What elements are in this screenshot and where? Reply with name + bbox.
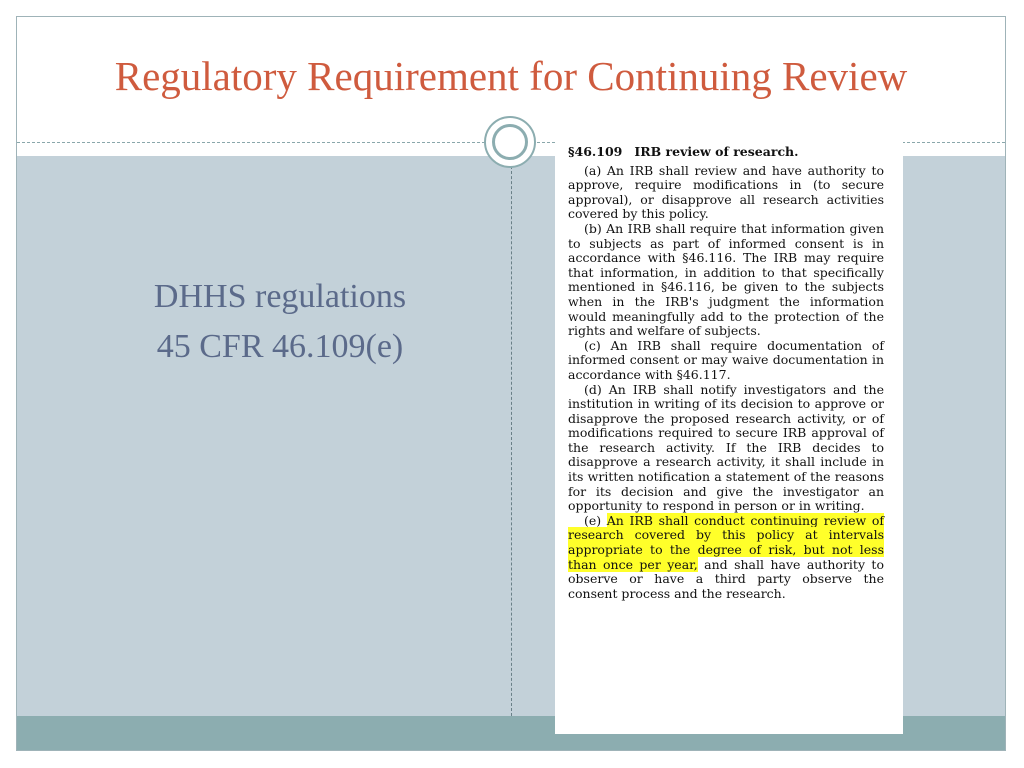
highlighted-requirement: An IRB shall conduct continuing review of research covered by this policy at intervals appropriate to the degree of risk, but not less than once per year, xyxy=(568,512,884,572)
paragraph-e-label: (e) xyxy=(584,512,602,528)
left-text-block xyxy=(60,272,500,372)
section-number: §46.109 xyxy=(568,144,623,159)
slide-title: Regulatory Requirement for Continuing Review xyxy=(114,53,908,99)
paragraph-a: (a) An IRB shall review and have authority to approve, require modifications in (to secure approval), or disapprove all research activities covered by this policy. xyxy=(568,162,884,222)
paragraph-b: (b) An IRB shall require that information given to subjects as part of informed consent is in accordance with §46.116. The IRB may require that information, in addition to that specifically mentioned in §46.116, be given to the subjects when in the IRB's judgment the information would meaningfully add to the protection of the rights and welfare of subjects. xyxy=(568,220,884,339)
circle-ornament-inner xyxy=(492,124,528,160)
regulation-citation: 45 CFR 46.109(e) xyxy=(156,328,404,365)
paragraph-e-rest: and shall have authority to observe or have a third party observe the consent process and the research. xyxy=(568,556,884,601)
paragraph-e xyxy=(568,514,884,602)
column-divider xyxy=(511,156,512,716)
regulation-excerpt xyxy=(555,141,903,734)
paragraph-d: (d) An IRB shall notify investigators and the institution in writing of its decision to approve or disapprove the proposed research activity, or of modifications required to secure IRB approval of the research activity. If the IRB decides to disapprove a research activity, it shall include in its written notification a statement of the reasons for its decision and give the investigator an opportunity to respond in person or in writing. xyxy=(568,381,884,514)
section-heading xyxy=(568,145,884,160)
regulation-source: DHHS regulations xyxy=(153,278,407,315)
section-title: IRB review of research. xyxy=(634,144,799,159)
circle-ornament-icon xyxy=(484,116,536,168)
paragraph-c: (c) An IRB shall require documentation of informed consent or may waive documentation in accordance with §46.117. xyxy=(568,337,884,382)
